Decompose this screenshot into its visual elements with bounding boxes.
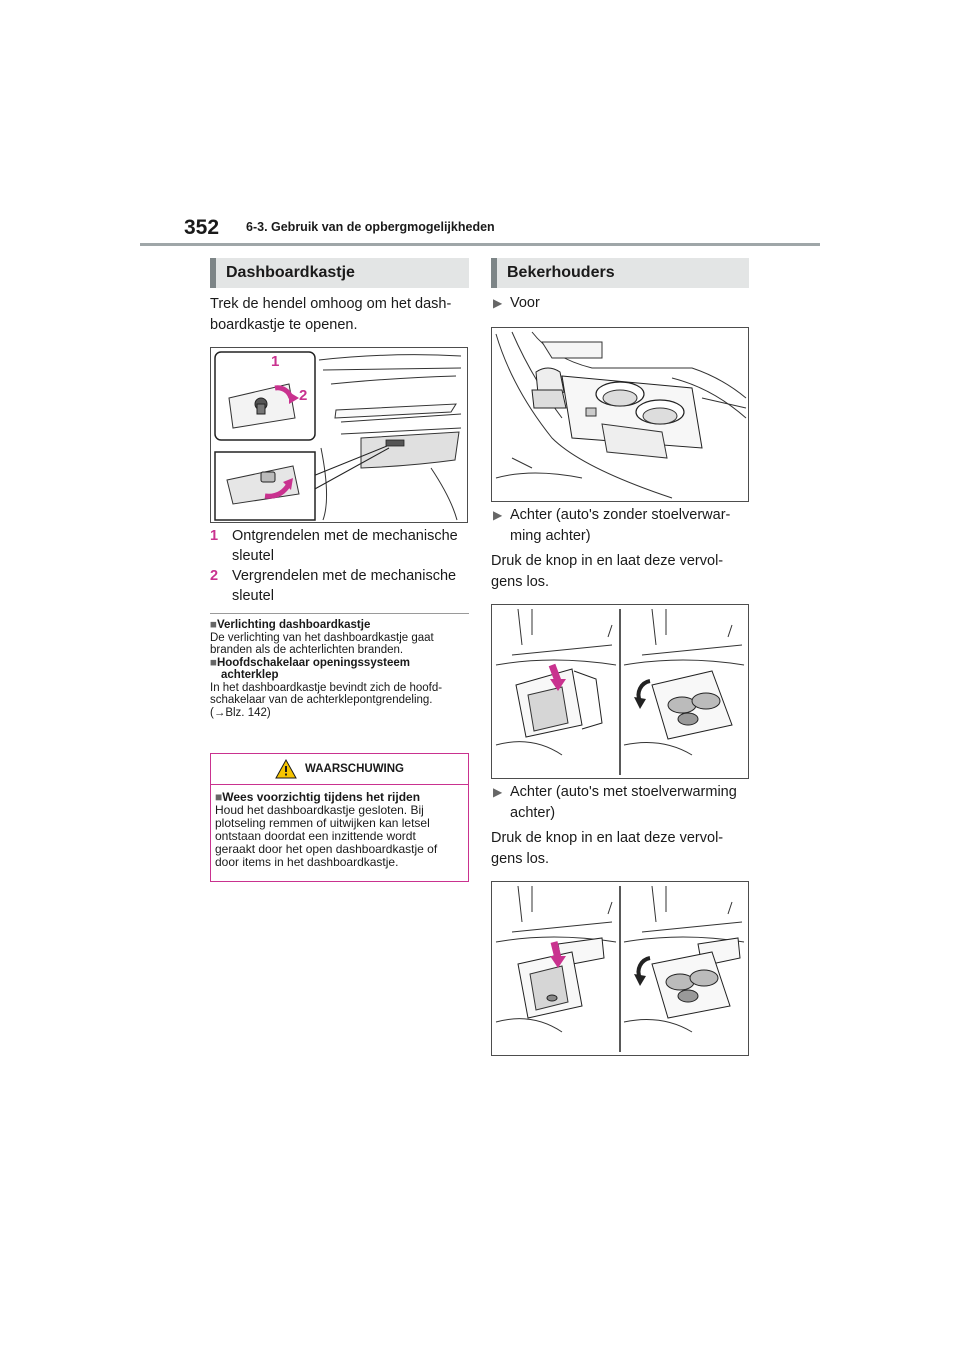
glovebox-figure [210, 347, 468, 523]
page-reference-link: (→Blz. 142) [210, 706, 271, 719]
front-cupholder-figure [491, 327, 749, 502]
front-cupholder-illustration-icon [492, 328, 748, 501]
bekerhouders-title: Bekerhouders [491, 258, 749, 288]
notes-divider [210, 613, 469, 614]
rear-armrest-heated-illustration-icon [492, 882, 748, 1055]
rear1-instruction: Druk de knop in en laat deze vervol- gens los. [491, 553, 724, 590]
page-number: 352 [184, 216, 220, 239]
rear2-instruction: Druk de knop in en laat deze vervol- gens los. [491, 830, 724, 867]
note-heading-switch: Hoofdschakelaar openingssysteem [216, 656, 410, 669]
steps-list [210, 526, 472, 606]
warning-triangle-icon [275, 759, 297, 779]
triangle-bullet-icon: ▶ [493, 785, 503, 799]
step-2: 2 Vergrendelen met de mechanische sleutel [210, 568, 457, 604]
note-heading-lighting: Verlichting dashboardkastje [216, 619, 371, 631]
step-1: 1 Ontgrendelen met de mechanische sleutel [210, 528, 458, 564]
section-title: 6-3. Gebruik van de opbergmogelijkheden [246, 220, 495, 234]
warning-box: WAARSCHUWING ■Wees voorzichtig tijdens het rijden Houd het dashboardkastje gesloten. Bij plotseling remmen of uitwijken kan letsel ontstaan doordat een inzittende wordt geraakt door het open dashboardkastje of door items in het dashboardkastje. [210, 753, 469, 882]
triangle-bullet-icon: ▶ [493, 508, 503, 522]
rear1-label: ▶ Achter (auto's zonder stoelverwar- ming achter) [493, 505, 730, 547]
rear-cupholder-figure-2 [491, 881, 749, 1056]
intro-text: Trek de hendel omhoog om het dash- boardkastje te openen. [210, 296, 452, 333]
rear-armrest-illustration-icon [492, 605, 748, 778]
triangle-bullet-icon: ▶ [493, 296, 503, 310]
figure-label-2: 2 [299, 387, 308, 404]
front-label: ▶ Voor [493, 293, 540, 314]
notes-block: ■Verlichting dashboardkastje De verlichting van het dashboardkastje gaat branden als de achterlichten branden. ■Hoofdschakelaar openingssysteem achterklep In het dashboardkastje bevindt zich de hoofd- schakelaar van de achterklepontgrendeling. (→Blz. 142) [210, 619, 472, 719]
warning-title: WAARSCHUWING [304, 763, 405, 775]
rear2-label: ▶ Achter (auto's met stoelverwarming achter) [493, 782, 737, 824]
dashboardkastje-title: Dashboardkastje [210, 258, 469, 288]
figure-label-1: 1 [271, 353, 280, 370]
warning-heading: Wees voorzichtig tijdens het rijden [222, 790, 421, 804]
header-divider [140, 243, 820, 246]
rear-cupholder-figure-1 [491, 604, 749, 779]
glovebox-illustration-icon [211, 348, 467, 522]
